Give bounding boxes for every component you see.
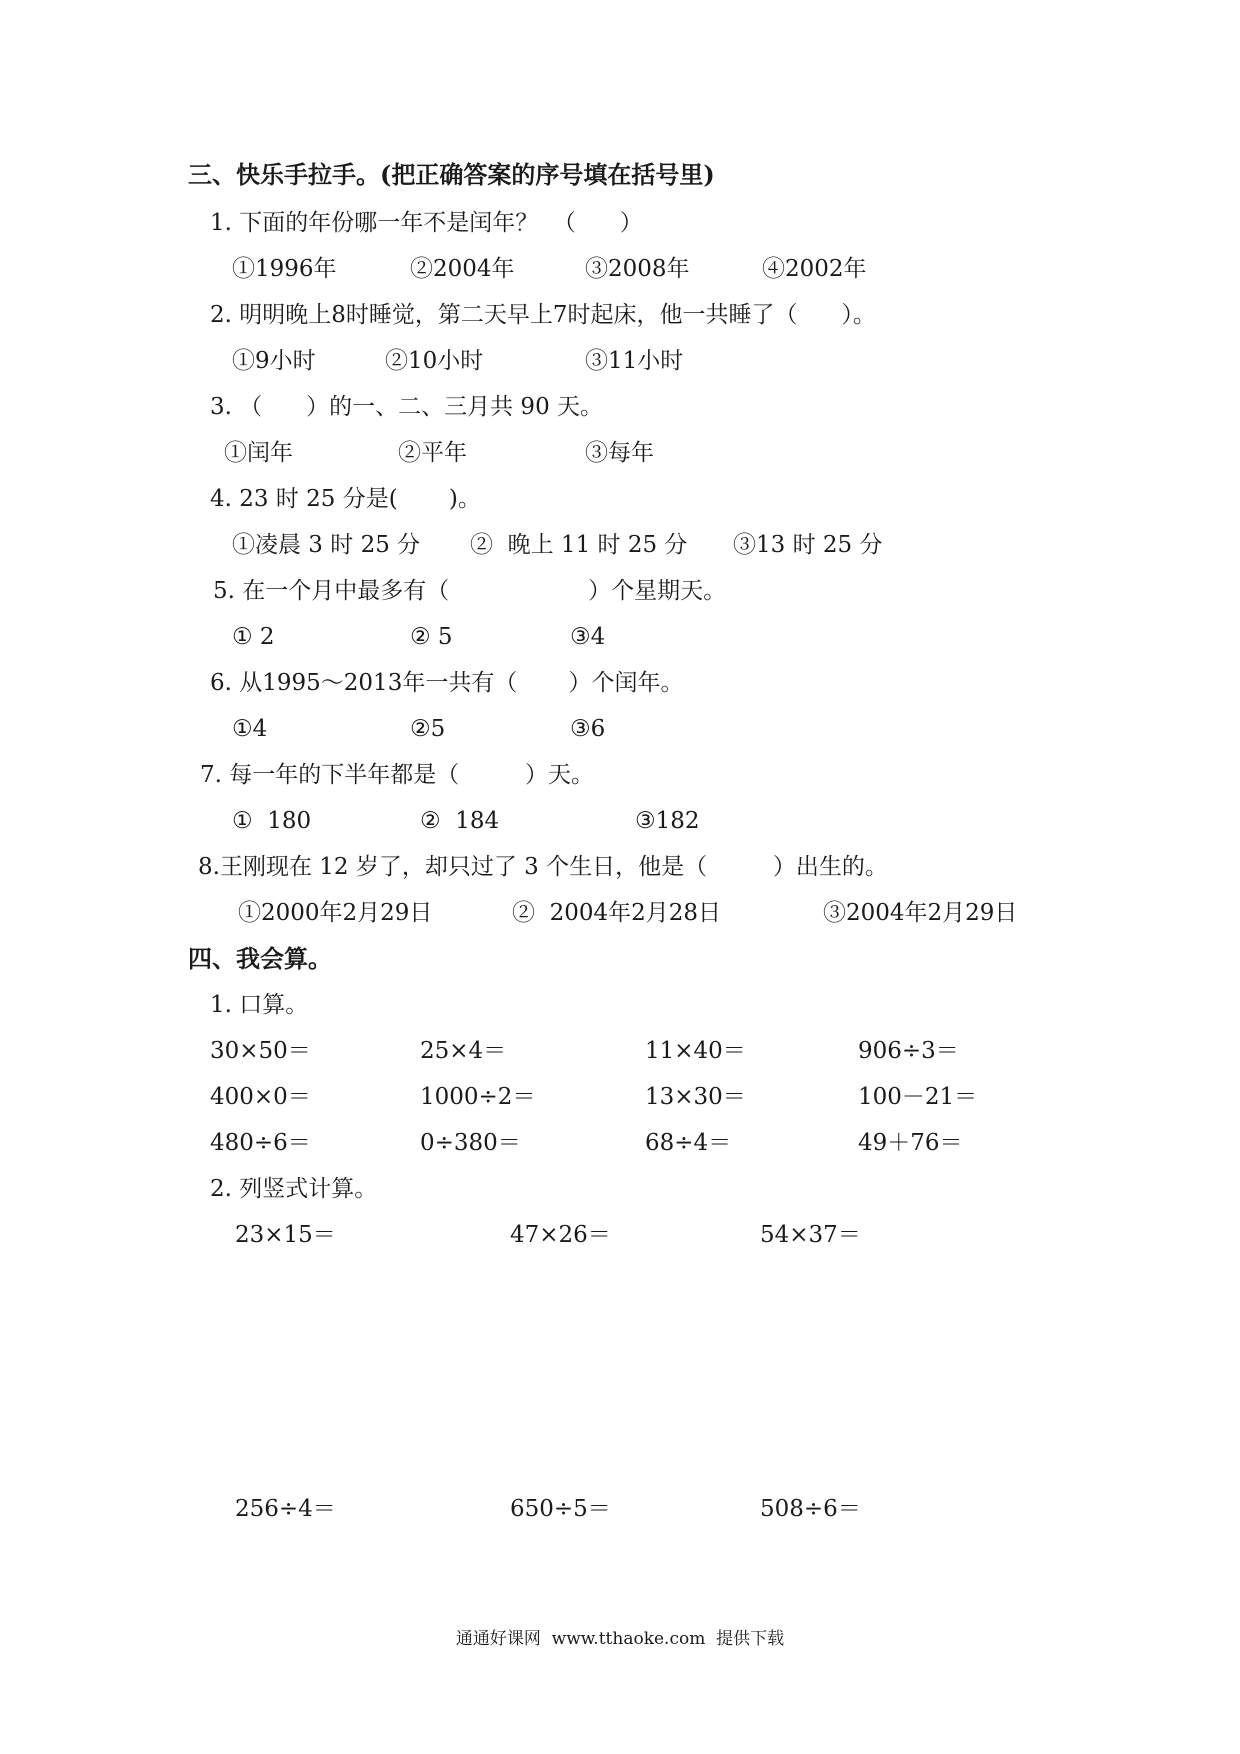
q3-option-3: ③每年 <box>585 440 654 466</box>
q1-option-2: ②2004年 <box>410 256 515 282</box>
q8-option-3: ③2004年2月29日 <box>823 900 1018 926</box>
q2-option-3: ③11小时 <box>585 348 684 374</box>
section-4-heading: 四、我会算。 <box>188 944 332 973</box>
vertical-calc: 508÷6＝ <box>760 1496 861 1522</box>
vertical-calc: 650÷5＝ <box>510 1496 611 1522</box>
oral-calc: 1000÷2＝ <box>420 1084 536 1110</box>
q4-option-2: ② 晚上 11 时 25 分 <box>470 532 688 558</box>
oral-calc: 68÷4＝ <box>645 1130 732 1156</box>
oral-calc: 480÷6＝ <box>210 1130 311 1156</box>
oral-calc: 400×0＝ <box>210 1084 311 1110</box>
oral-calculation-title: 1. 口算。 <box>210 992 309 1018</box>
q4-option-1: ①凌晨 3 时 25 分 <box>232 532 421 558</box>
q6-option-2: ②5 <box>410 716 446 742</box>
question-6: 6. 从1995～2013年一共有（ ）个闰年。 <box>210 670 684 696</box>
q5-option-3: ③4 <box>570 624 606 650</box>
q5-option-2: ② 5 <box>410 624 453 650</box>
section-3-heading: 三、快乐手拉手。(把正确答案的序号填在括号里) <box>188 160 715 189</box>
vertical-calc: 47×26＝ <box>510 1222 611 1248</box>
vertical-calc: 23×15＝ <box>235 1222 336 1248</box>
question-5: 5. 在一个月中最多有（ ）个星期天。 <box>213 578 727 604</box>
vertical-calc: 54×37＝ <box>760 1222 861 1248</box>
q7-option-3: ③182 <box>635 808 700 834</box>
oral-calc: 0÷380＝ <box>420 1130 521 1156</box>
q3-option-1: ①闰年 <box>224 440 293 466</box>
q7-option-1: ① 180 <box>232 808 312 834</box>
q1-option-1: ①1996年 <box>232 256 337 282</box>
oral-calc: 49＋76＝ <box>858 1130 963 1156</box>
oral-calc: 906÷3＝ <box>858 1038 959 1064</box>
question-7: 7. 每一年的下半年都是（ ）天。 <box>200 762 595 788</box>
vertical-calculation-title: 2. 列竖式计算。 <box>210 1176 378 1202</box>
q7-option-2: ② 184 <box>420 808 500 834</box>
question-1: 1. 下面的年份哪一年不是闰年？ （ ） <box>210 210 643 236</box>
q6-option-1: ①4 <box>232 716 268 742</box>
question-4: 4. 23 时 25 分是( )。 <box>210 486 481 512</box>
q8-option-2: ② 2004年2月28日 <box>512 900 722 926</box>
question-3: 3. （ ）的一、二、三月共 90 天。 <box>210 394 604 420</box>
q8-option-1: ①2000年2月29日 <box>238 900 433 926</box>
q4-option-3: ③13 时 25 分 <box>733 532 883 558</box>
q1-option-3: ③2008年 <box>585 256 690 282</box>
oral-calc: 11×40＝ <box>645 1038 746 1064</box>
vertical-calc: 256÷4＝ <box>235 1496 336 1522</box>
q3-option-2: ②平年 <box>398 440 467 466</box>
oral-calc: 13×30＝ <box>645 1084 746 1110</box>
question-2: 2. 明明晚上8时睡觉，第二天早上7时起床，他一共睡了（ ）。 <box>210 302 876 328</box>
q2-option-1: ①9小时 <box>232 348 316 374</box>
q5-option-1: ① 2 <box>232 624 275 650</box>
question-8: 8.王刚现在 12 岁了，却只过了 3 个生日，他是（ ）出生的。 <box>198 854 888 880</box>
oral-calc: 25×4＝ <box>420 1038 507 1064</box>
oral-calc: 30×50＝ <box>210 1038 311 1064</box>
q2-option-2: ②10小时 <box>385 348 484 374</box>
page-footer: 通通好课网 www.tthaoke.com 提供下载 <box>455 1629 785 1649</box>
q6-option-3: ③6 <box>570 716 606 742</box>
q1-option-4: ④2002年 <box>762 256 867 282</box>
oral-calc: 100－21＝ <box>858 1084 978 1110</box>
